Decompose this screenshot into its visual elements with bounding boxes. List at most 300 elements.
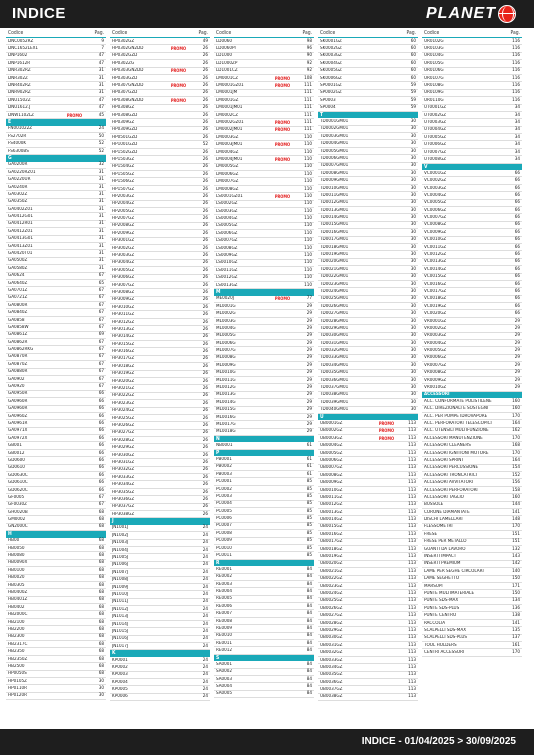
entry-code: HB2100: [8, 619, 25, 625]
index-entry: [6, 428, 106, 435]
entry-code: HP3006GZ: [112, 275, 135, 281]
entry-code: ACC. CONFORMATE POLISTILENE: [424, 398, 492, 404]
index-entry: [422, 642, 522, 649]
index-entry: [110, 171, 210, 178]
entry-code: DNR902RZ: [8, 90, 31, 96]
entry-page: 26: [202, 496, 208, 502]
entry-code: GA0960R: [8, 398, 28, 404]
entry-page: 26: [202, 415, 208, 421]
entry-page: 85: [306, 493, 312, 499]
index-entry: [318, 296, 418, 303]
entry-code: UR0102G: [424, 38, 444, 44]
index-entry: [318, 75, 418, 82]
entry-page: 110: [304, 267, 312, 273]
index-entry: [6, 82, 106, 89]
column-header-page: Pag.: [94, 30, 104, 36]
entry-page: 59: [410, 105, 416, 111]
index-entry: [110, 636, 210, 643]
entry-page: 113: [408, 598, 416, 604]
entry-code: VC0018GZ: [424, 296, 447, 302]
section-letter-header: M: [214, 289, 314, 295]
entry-page: 68: [98, 553, 104, 559]
index-entry: [422, 524, 522, 531]
entry-code: HP3035GZ: [112, 489, 135, 495]
entry-code: ACC. DIREZIONALI E SOSTEGNI: [424, 406, 489, 412]
entry-page: 31: [98, 221, 104, 227]
index-entry: [318, 694, 418, 701]
index-entry: [318, 140, 418, 147]
entry-code: HB0401Z: [8, 597, 28, 603]
index-entry: [110, 599, 210, 606]
index-entry: [422, 149, 522, 156]
entry-page: 24: [202, 599, 208, 605]
entry-page: 26: [202, 253, 208, 259]
entry-page: 113: [408, 672, 416, 678]
entry-code: UB0016GZ: [320, 531, 343, 537]
entry-page: 113: [408, 546, 416, 552]
entry-page: 29: [306, 362, 312, 368]
index-entry: [318, 392, 418, 399]
index-entry: [318, 679, 418, 686]
index-entry: [214, 478, 314, 485]
entry-page: 113: [408, 509, 416, 515]
entry-code: GA0920: [8, 384, 25, 390]
column-header: [318, 30, 418, 38]
entry-code: SCALPELLI SDS-PLUS: [424, 635, 468, 641]
entry-page: 66: [514, 259, 520, 265]
index-entry: [214, 464, 314, 471]
index-entry: [6, 126, 106, 133]
entry-code: HP3037GZ: [112, 504, 135, 510]
entry-code: FN001022Z: [8, 126, 33, 132]
entry-page: 69: [98, 332, 104, 338]
entry-code: SA0002: [216, 669, 233, 675]
entry-code: GA0861Z: [8, 332, 28, 338]
index-entry: [214, 38, 314, 45]
entry-code: UB0001GZ: [320, 421, 343, 426]
index-entry: [110, 371, 210, 378]
entry-code: ML0009G: [216, 362, 236, 368]
entry-code: ML0018G: [216, 429, 236, 435]
entry-code: HP2008GZ: [112, 223, 135, 229]
entry-code: UT0001GZ: [424, 105, 447, 111]
index-entry: [110, 208, 210, 215]
entry-page: 84: [306, 588, 312, 594]
entry-code: FS4000K: [8, 141, 27, 147]
promo-badge: PROMO: [274, 127, 290, 133]
index-entry: [214, 112, 314, 119]
entry-code: HP3030GZ: [112, 452, 135, 458]
entry-code: SK0002GZ: [320, 46, 342, 52]
index-entry: [318, 259, 418, 266]
entry-page: 30: [410, 407, 416, 413]
entry-page: 29: [306, 348, 312, 354]
entry-code: UR0109G: [424, 90, 444, 96]
entry-code: GA0402Z01: [8, 206, 33, 212]
entry-page: 26: [202, 378, 208, 384]
entry-page: 30: [410, 229, 416, 235]
entry-page: 31: [98, 214, 104, 220]
entry-page: 26: [202, 186, 208, 192]
index-entry: [110, 385, 210, 392]
entry-code: ACCESSORI TAGLIO: [424, 494, 464, 500]
index-entry: [318, 163, 418, 170]
entry-code: DNR302RZ: [8, 68, 31, 74]
index-entry: [6, 148, 106, 155]
section-letter-header: E: [6, 119, 106, 125]
entry-code: TD0011GM01: [320, 192, 349, 198]
entry-code: GA0413Z01: [8, 243, 33, 249]
entry-page: 30: [410, 259, 416, 265]
index-entry: [318, 450, 418, 457]
entry-page: 67: [98, 295, 104, 301]
entry-page: 26: [202, 208, 208, 214]
entry-code: DNU1502Z: [8, 97, 31, 103]
entry-code: GA0721Z: [8, 295, 28, 301]
index-entry: [422, 539, 522, 546]
entry-page: 24: [202, 614, 208, 620]
index-entry: [110, 577, 210, 584]
index-entry: [422, 60, 522, 67]
entry-code: TD0007GM01: [320, 163, 349, 169]
entry-code: UB0018GZ: [320, 546, 343, 552]
entry-code: JN1007J: [112, 569, 129, 575]
entry-page: 26: [202, 304, 208, 310]
index-entry: [422, 97, 522, 104]
entry-code: HP0110R: [8, 686, 27, 692]
index-entry: [318, 244, 418, 251]
index-entry: [214, 421, 314, 428]
entry-page: 24: [202, 636, 208, 642]
index-entry: [214, 429, 314, 436]
entry-code: HP0050S: [8, 671, 27, 677]
index-entry: [422, 333, 522, 340]
index-entry: [318, 318, 418, 325]
entry-page: 34: [514, 142, 520, 148]
index-entry: [6, 332, 106, 339]
index-entry: [6, 671, 106, 678]
entry-code: KP0001: [112, 657, 128, 663]
index-entry: [6, 250, 106, 257]
entry-code: VC0006GZ: [424, 207, 447, 213]
brand-name: PLANET: [426, 5, 496, 22]
entry-code: RE0008: [216, 618, 232, 624]
entry-code: SK0004GZ: [320, 60, 342, 66]
index-entry: [422, 105, 522, 112]
entry-page: 67: [98, 494, 104, 500]
index-entry: [318, 118, 418, 125]
entry-page: 85: [306, 486, 312, 492]
entry-page: 26: [202, 445, 208, 451]
entry-page: 61: [306, 464, 312, 470]
index-entry: [422, 605, 522, 612]
index-entry: [110, 164, 210, 171]
entry-code: LM0007GZ: [216, 179, 239, 185]
index-entry: [422, 590, 522, 597]
entry-page: 24: [202, 621, 208, 627]
index-entry: [214, 515, 314, 522]
index-entry: [318, 472, 418, 479]
entry-code: LD1001CZ: [216, 68, 238, 74]
entry-page: 66: [514, 274, 520, 280]
entry-page: 61: [306, 443, 312, 449]
index-entry: [110, 459, 210, 466]
index-entry: [214, 156, 314, 163]
entry-page: 113: [408, 613, 416, 619]
entry-page: 32: [98, 162, 104, 168]
promo-badge: PROMO: [274, 83, 290, 89]
index-entry: [214, 340, 314, 347]
entry-code: DNP1602: [8, 53, 28, 59]
index-entry: [318, 494, 418, 501]
entry-code: PC0001: [216, 479, 232, 485]
index-entry: [422, 347, 522, 354]
index-entry: [6, 693, 106, 700]
entry-page: 113: [408, 465, 416, 471]
entry-code: VC0011GZ: [424, 244, 447, 250]
entry-page: 26: [202, 68, 208, 74]
entry-code: UB0030GZ: [320, 635, 343, 641]
promo-badge: PROMO: [170, 46, 186, 52]
index-entry: [6, 184, 106, 191]
entry-code: UB0028GZ: [320, 620, 343, 626]
entry-page: 67: [98, 354, 104, 360]
index-entry: [214, 414, 314, 421]
column-header: [110, 30, 210, 38]
entry-page: 160: [512, 398, 520, 404]
promo-badge: PROMO: [378, 435, 394, 441]
index-entry: [110, 82, 210, 89]
entry-page: 30: [410, 155, 416, 161]
entry-page: 66: [514, 170, 520, 176]
index-entry: [214, 333, 314, 340]
index-entry: [110, 584, 210, 591]
entry-page: 68: [98, 663, 104, 669]
entry-code: HP1505GZ: [112, 171, 135, 177]
entry-code: JN1009J: [112, 584, 129, 590]
index-entry: [422, 442, 522, 449]
entry-code: HP2003GZ: [112, 193, 135, 199]
index-entry: [110, 260, 210, 267]
entry-page: 30: [410, 163, 416, 169]
index-entry: [422, 620, 522, 627]
entry-page: 30: [410, 185, 416, 191]
index-entry: [422, 435, 522, 442]
entry-page: 30: [410, 148, 416, 154]
entry-page: 24: [202, 547, 208, 553]
entry-code: SA0005: [216, 691, 233, 697]
entry-page: 30: [410, 252, 416, 258]
column-header-code: Codice: [424, 30, 440, 36]
entry-page: 26: [202, 459, 208, 465]
index-entry: [318, 45, 418, 52]
entry-code: VR0008GZ: [424, 370, 447, 376]
index-entry: [214, 97, 314, 104]
index-entry: [214, 193, 314, 200]
entry-page: 116: [512, 75, 520, 81]
promo-badge: PROMO: [170, 83, 186, 89]
index-entry: [214, 392, 314, 399]
entry-code: VC0003GZ: [424, 185, 447, 191]
index-entry: [110, 289, 210, 296]
index-entry: [110, 664, 210, 671]
entry-code: UB0033GZ: [320, 657, 343, 663]
entry-code: LS0011GZ: [216, 267, 238, 273]
entry-page: 30: [410, 296, 416, 302]
entry-code: UB0035GZ: [320, 672, 343, 678]
entry-page: 29: [306, 318, 312, 324]
entry-page: 29: [306, 333, 312, 339]
entry-code: DNR402RZ: [8, 83, 31, 89]
index-entry: [110, 422, 210, 429]
index-entry: [214, 127, 314, 134]
entry-code: HP0501GZD: [112, 134, 138, 140]
entry-page: 84: [306, 596, 312, 602]
index-entry: [214, 574, 314, 581]
index-entry: [318, 612, 418, 619]
entry-page: 26: [202, 341, 208, 347]
entry-page: 60: [410, 60, 416, 66]
index-entry: [318, 200, 418, 207]
index-entry: [214, 603, 314, 610]
entry-page: 29: [514, 325, 520, 331]
entry-page: 84: [306, 618, 312, 624]
entry-page: 113: [408, 561, 416, 567]
index-entry: [6, 678, 106, 685]
entry-code: VR0001GZ: [424, 318, 447, 324]
index-entry: [214, 119, 314, 126]
entry-page: 30: [410, 362, 416, 368]
entry-page: 68: [98, 634, 104, 640]
index-entry: [110, 193, 210, 200]
index-entry: [318, 664, 418, 671]
index-entry: [318, 524, 418, 531]
entry-code: HP0302GN2DD: [112, 46, 144, 52]
entry-page: 29: [514, 340, 520, 346]
entry-code: RE0012: [216, 648, 232, 654]
entry-code: UR0105G: [424, 60, 444, 66]
entry-page: 30: [410, 303, 416, 309]
entry-code: GA0580Z: [8, 265, 28, 271]
entry-code: PC0002: [216, 486, 232, 492]
entry-page: 113: [408, 539, 416, 545]
index-entry: [6, 75, 106, 82]
index-entry: [318, 222, 418, 229]
index-entry: [422, 612, 522, 619]
entry-page: 113: [408, 650, 416, 656]
index-entry: [6, 176, 106, 183]
entry-code: GD0600: [8, 457, 25, 463]
entry-code: LS0009GZ: [216, 253, 238, 259]
entry-page: 143: [512, 554, 520, 560]
entry-page: 113: [408, 687, 416, 693]
brand-logo: [426, 4, 516, 24]
index-entry: [422, 112, 522, 119]
entry-page: 66: [98, 428, 104, 434]
entry-code: UR0110G: [424, 97, 444, 103]
index-entry: [6, 162, 106, 169]
index-entry: [422, 45, 522, 52]
entry-page: 26: [202, 60, 208, 66]
entry-page: 24: [202, 591, 208, 597]
entry-code: VC0016GZ: [424, 281, 447, 287]
entry-page: 34: [514, 134, 520, 140]
entry-code: VC0010GZ: [424, 237, 447, 243]
index-entry: [318, 546, 418, 553]
entry-code: UT0008GZ: [424, 156, 447, 162]
entry-code: BUSSOLE: [424, 502, 444, 508]
entry-page: 31: [98, 90, 104, 96]
index-entry: [422, 576, 522, 583]
entry-code: GA0961R: [8, 421, 28, 426]
entry-code: HP3009GZ: [112, 297, 135, 303]
entry-page: 67: [98, 287, 104, 293]
entry-page: 68: [98, 509, 104, 515]
entry-page: 113: [408, 590, 416, 596]
index-entry: [6, 140, 106, 147]
promo-badge: PROMO: [66, 112, 82, 118]
entry-code: GA0840Z: [8, 310, 28, 316]
entry-code: HB0080: [8, 553, 25, 559]
entry-code: UB0007GZ: [320, 465, 343, 471]
index-entry: [318, 177, 418, 184]
entry-page: 31: [98, 177, 104, 183]
index-entry: [214, 141, 314, 148]
entry-code: HB2350: [8, 649, 25, 655]
entry-page: 26: [202, 238, 208, 244]
entry-page: 110: [304, 230, 312, 236]
entry-page: 154: [512, 465, 520, 471]
entry-page: 60: [410, 68, 416, 74]
entry-page: 66: [514, 281, 520, 287]
entry-code: TD0027GM01: [320, 311, 349, 317]
index-entry: [6, 567, 106, 574]
index-entry: [422, 237, 522, 244]
entry-page: 68: [98, 517, 104, 523]
entry-page: 170: [512, 650, 520, 656]
entry-page: 113: [408, 517, 416, 523]
entry-page: 26: [202, 119, 208, 125]
index-entry: [110, 311, 210, 318]
index-entry: [110, 525, 210, 532]
index-entry: [6, 611, 106, 618]
index-entry: [318, 568, 418, 575]
index-entry: [318, 642, 418, 649]
entry-code: UB0015GZ: [320, 524, 343, 530]
entry-page: 30: [410, 392, 416, 398]
index-entry: [110, 547, 210, 554]
index-entry: [6, 273, 106, 280]
index-entry: [422, 325, 522, 332]
index-entry: [6, 641, 106, 648]
index-entry: [110, 481, 210, 488]
index-entry: [214, 625, 314, 632]
entry-code: JN1008J: [112, 577, 129, 583]
entry-code: LS0008GZ: [216, 245, 238, 251]
entry-page: 31: [98, 191, 104, 197]
index-entry: [110, 75, 210, 82]
entry-code: FS6300BS: [8, 148, 29, 154]
index-entry: [422, 90, 522, 97]
entry-page: 113: [408, 583, 416, 589]
index-entry: [110, 430, 210, 437]
index-entry: [110, 156, 210, 163]
entry-page: 29: [514, 333, 520, 339]
entry-code: RE0003: [216, 581, 232, 587]
entry-code: ACCESSORI IGNITIONI MOTORE: [424, 450, 489, 456]
entry-page: 65: [98, 280, 104, 286]
entry-code: GA0960Z: [8, 413, 28, 419]
